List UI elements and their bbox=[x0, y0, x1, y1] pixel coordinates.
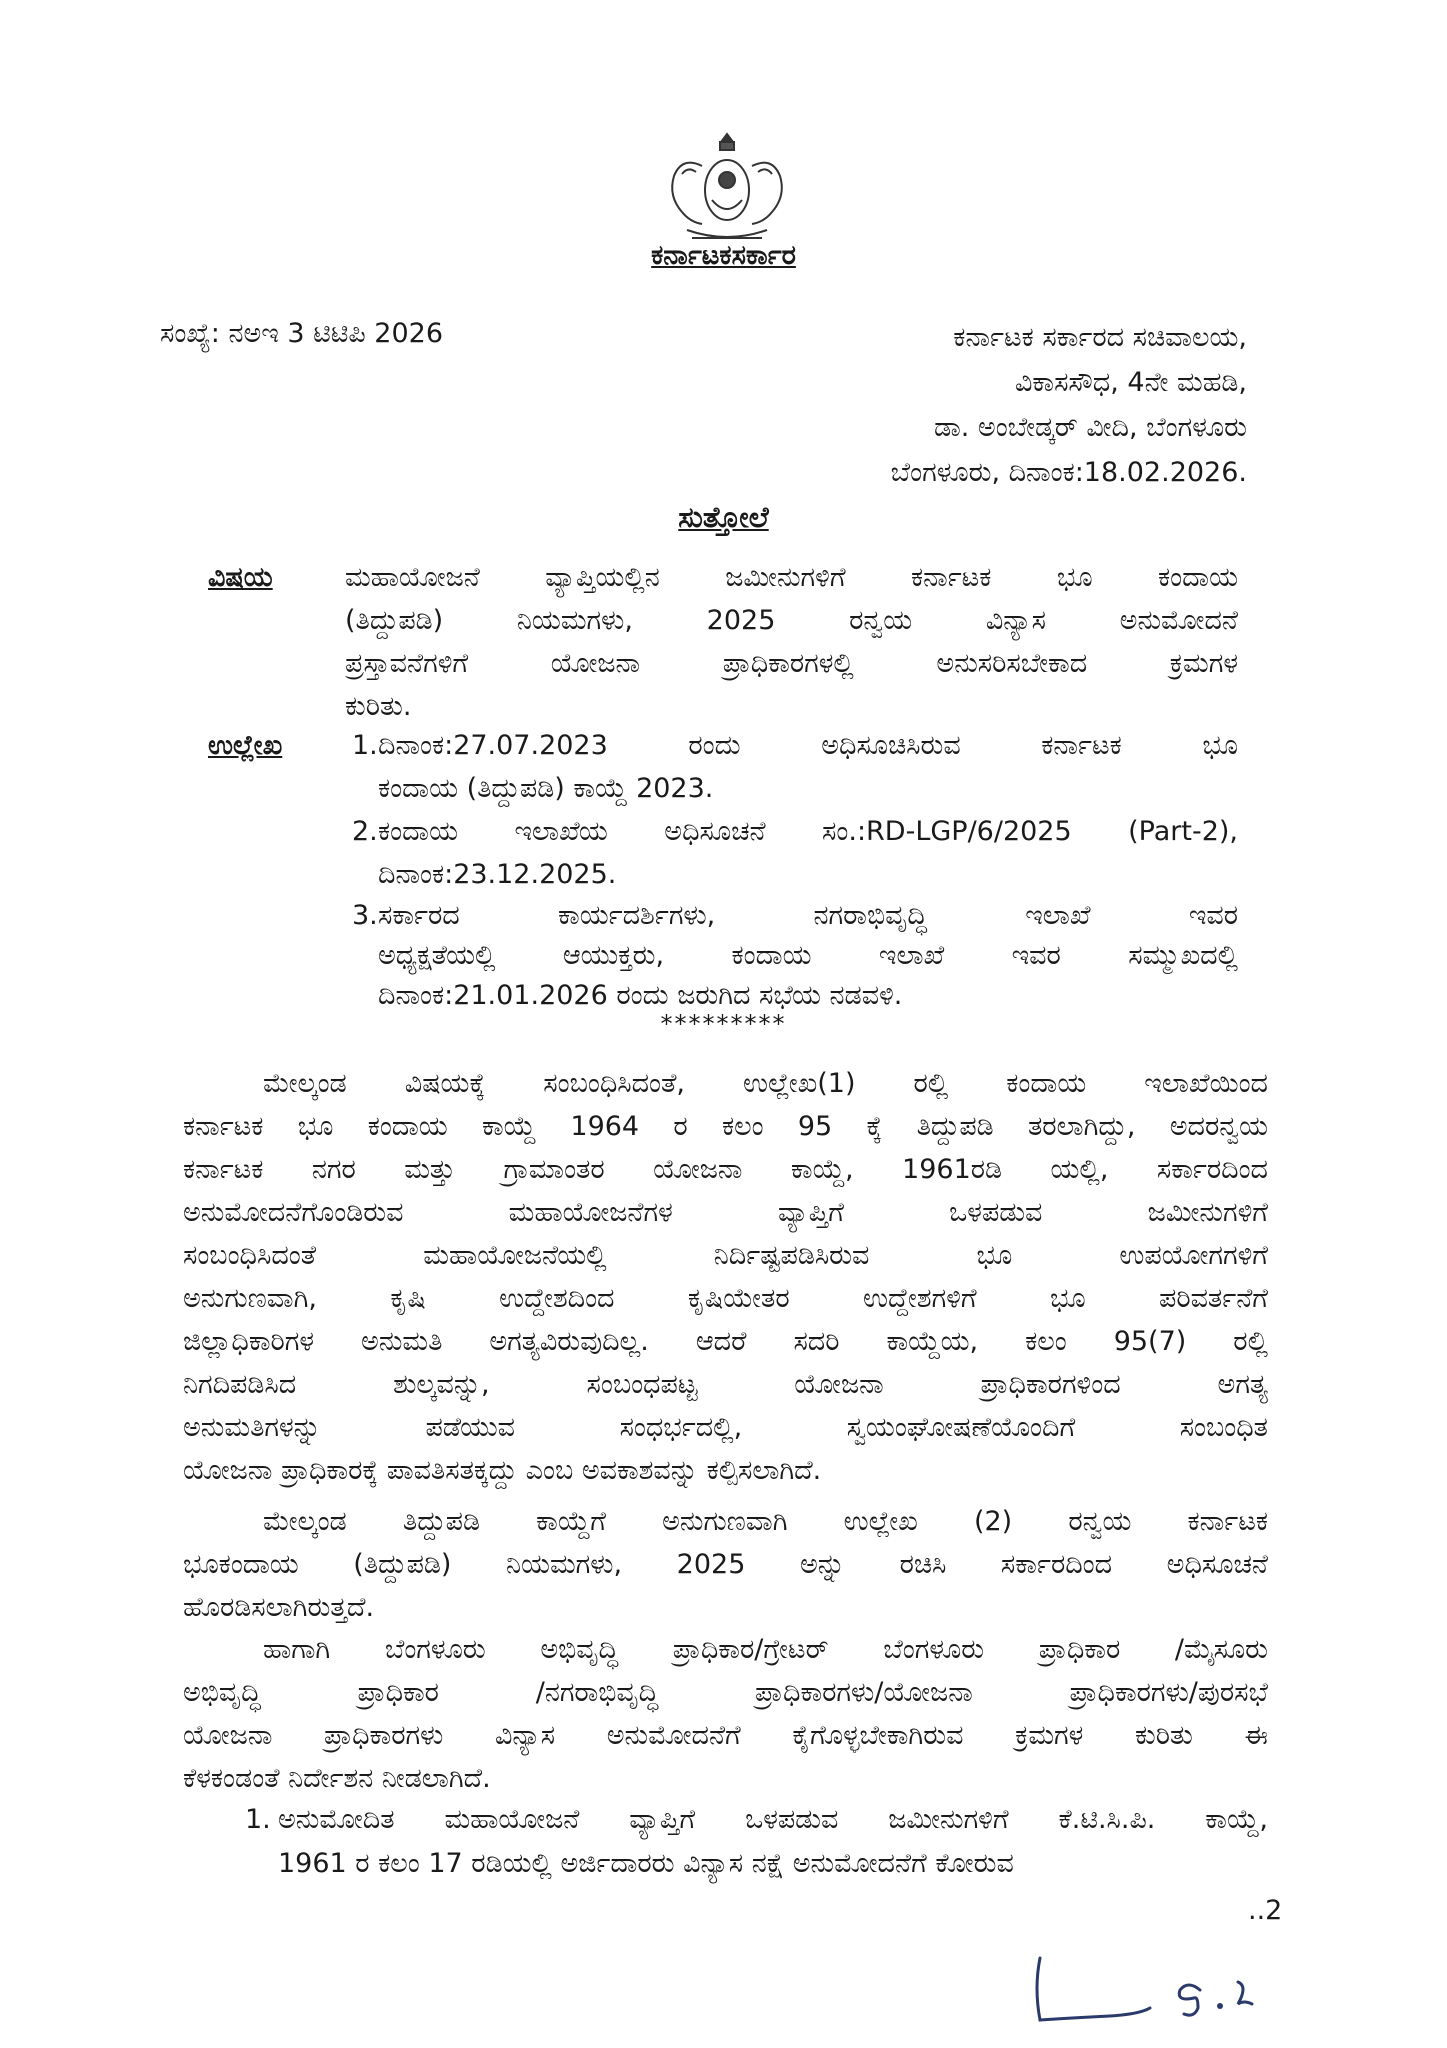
address-line: ಕರ್ನಾಟಕ ಸರ್ಕಾರದ ಸಚಿವಾಲಯ, bbox=[953, 322, 1247, 353]
point-number: 1. bbox=[245, 1804, 271, 1835]
subject-text bbox=[345, 556, 1238, 728]
reference-item bbox=[378, 724, 1238, 810]
order-date: ಬೆಂಗಳೂರು, ದಿನಾಂಕ:18.02.2026. bbox=[890, 457, 1247, 488]
government-title: ಕರ್ನಾಟಕಸರ್ಕಾರ bbox=[651, 240, 796, 271]
subject-label: ವಿಷಯ bbox=[208, 562, 273, 593]
reference-line: ಸರ್ಕಾರದ ಕಾರ್ಯದರ್ಶಿಗಳು, ನಗರಾಭಿವೃದ್ಧಿ ಇಲಾಖೆ ಇವರ bbox=[378, 900, 1238, 931]
page-continuation: ..2 bbox=[1248, 1895, 1283, 1926]
point-line: 1961 ರ ಕಲಂ 17 ರಡಿಯಲ್ಲಿ ಅರ್ಜಿದಾರರು ವಿನ್ಯಾಸ ನಕ್ಷೆ ಅನುಮೋದನೆಗೆ ಕೋರುವ bbox=[278, 1848, 1014, 1879]
reference-line: ಕಂದಾಯ (ತಿದ್ದುಪಡಿ) ಕಾಯ್ದೆ 2023. bbox=[378, 773, 714, 804]
reference-number: 2. bbox=[352, 816, 378, 847]
paragraph-line: ಜಿಲ್ಲಾಧಿಕಾರಿಗಳ ಅನುಮತಿ ಅಗತ್ಯವಿರುವುದಿಲ್ಲ. ಆದರೆ ಸದರಿ ಕಾಯ್ದೆಯ, ಕಲಂ 95(7) ರಲ್ಲಿ bbox=[183, 1326, 1268, 1357]
paragraph-line: ನಿಗದಿಪಡಿಸಿದ ಶುಲ್ಕವನ್ನು, ಸಂಬಂಧಪಟ್ಟ ಯೋಜನಾ ಪ್ರಾಧಿಕಾರಗಳಿಂದ ಅಗತ್ಯ bbox=[183, 1369, 1268, 1400]
office-address bbox=[891, 315, 1247, 495]
paragraph-1 bbox=[183, 1062, 1268, 1492]
reference-line: ದಿನಾಂಕ:23.12.2025. bbox=[378, 859, 617, 890]
paragraph-line: ಯೋಜನಾ ಪ್ರಾಧಿಕಾರಕ್ಕೆ ಪಾವತಿಸತಕ್ಕದ್ದು ಎಂಬ ಅವಕಾಶವನ್ನು ಕಲ್ಪಿಸಲಾಗಿದೆ. bbox=[183, 1455, 822, 1486]
paragraph-line: ಹಾಗಾಗಿ ಬೆಂಗಳೂರು ಅಭಿವೃದ್ಧಿ ಪ್ರಾಧಿಕಾರ/ಗ್ರೇಟರ್ ಬೆಂಗಳೂರು ಪ್ರಾಧಿಕಾರ /ಮೈಸೂರು bbox=[263, 1634, 1268, 1665]
paragraph-line: ಅನುಗುಣವಾಗಿ, ಕೃಷಿ ಉದ್ದೇಶದಿಂದ ಕೃಷಿಯೇತರ ಉದ್ದೇಶಗಳಿಗೆ ಭೂ ಪರಿವರ್ತನೆಗೆ bbox=[183, 1283, 1268, 1314]
address-line: ಡಾ. ಅಂಬೇಡ್ಕರ್ ವೀದಿ, ಬೆಂಗಳೂರು bbox=[934, 412, 1247, 443]
reference-line: ಕಂದಾಯ ಇಲಾಖೆಯ ಅಧಿಸೂಚನೆ ಸಂ.:RD-LGP/6/2025 (Part-2), bbox=[378, 816, 1238, 847]
paragraph-line: ಹೊರಡಿಸಲಾಗಿರುತ್ತದೆ. bbox=[183, 1592, 375, 1623]
reference-number: 1. bbox=[352, 730, 378, 761]
signature bbox=[1020, 1948, 1370, 2028]
point-1 bbox=[278, 1798, 1268, 1886]
point-line: ಅನುಮೋದಿತ ಮಹಾಯೋಜನೆ ವ್ಯಾಪ್ತಿಗೆ ಒಳಪಡುವ ಜಮೀನುಗಳಿಗೆ ಕೆ.ಟಿ.ಸಿ.ಪಿ. ಕಾಯ್ದೆ, bbox=[278, 1804, 1268, 1835]
reference-line: ದಿನಾಂಕ:27.07.2023 ರಂದು ಅಧಿಸೂಚಿಸಿರುವ ಕರ್ನಾಟಕ ಭೂ bbox=[378, 730, 1238, 761]
reference-line: ದಿನಾಂಕ:21.01.2026 ರಂದು ಜರುಗಿದ ಸಭೆಯ ನಡವಳಿ. bbox=[378, 980, 903, 1011]
separator: ********* bbox=[660, 1010, 787, 1038]
order-number: ಸಂಖ್ಯೆ: ನಅಇ 3 ಟಿಟಿಪಿ 2026 bbox=[160, 318, 444, 349]
reference-item bbox=[378, 896, 1238, 1016]
circular-title: ಸುತ್ತೋಲೆ bbox=[678, 500, 769, 534]
paragraph-line: ಸಂಬಂಧಿಸಿದಂತೆ ಮಹಾಯೋಜನೆಯಲ್ಲಿ ನಿರ್ದಿಷ್ಟಪಡಿಸಿರುವ ಭೂ ಉಪಯೋಗಗಳಿಗೆ bbox=[183, 1240, 1268, 1271]
paragraph-2 bbox=[183, 1500, 1268, 1629]
paragraph-line: ಭೂಕಂದಾಯ (ತಿದ್ದುಪಡಿ) ನಿಯಮಗಳು, 2025 ಅನ್ನು ರಚಿಸಿ ಸರ್ಕಾರದಿಂದ ಅಧಿಸೂಚನೆ bbox=[183, 1549, 1268, 1580]
paragraph-line: ಕರ್ನಾಟಕ ನಗರ ಮತ್ತು ಗ್ರಾಮಾಂತರ ಯೋಜನಾ ಕಾಯ್ದೆ, 1961ರಡಿ ಯಲ್ಲಿ, ಸರ್ಕಾರದಿಂದ bbox=[183, 1154, 1268, 1185]
references-label: ಉಲ್ಲೇಖ bbox=[208, 730, 283, 761]
paragraph-line: ಅನುಮೋದನೆಗೊಂಡಿರುವ ಮಹಾಯೋಜನೆಗಳ ವ್ಯಾಪ್ತಿಗೆ ಒಳಪಡುವ ಜಮೀನುಗಳಿಗೆ bbox=[183, 1197, 1268, 1228]
address-line: ವಿಕಾಸಸೌಧ, 4ನೇ ಮಹಡಿ, bbox=[1014, 367, 1247, 398]
paragraph-line: ಯೋಜನಾ ಪ್ರಾಧಿಕಾರಗಳು ವಿನ್ಯಾಸ ಅನುಮೋದನೆಗೆ ಕೈಗೊಳ್ಳಬೇಕಾಗಿರುವ ಕ್ರಮಗಳ ಕುರಿತು ಈ bbox=[183, 1720, 1268, 1751]
subject-line: ಕುರಿತು. bbox=[345, 691, 412, 722]
subject-line: ಪ್ರಸ್ತಾವನೆಗಳಿಗೆ ಯೋಜನಾ ಪ್ರಾಧಿಕಾರಗಳಲ್ಲಿ ಅನುಸರಿಸಬೇಕಾದ ಕ್ರಮಗಳ bbox=[345, 648, 1238, 679]
paragraph-line: ಅನುಮತಿಗಳನ್ನು ಪಡೆಯುವ ಸಂಧರ್ಭದಲ್ಲಿ, ಸ್ವಯಂಘೋಷಣೆಯೊಂದಿಗೆ ಸಂಬಂಧಿತ bbox=[183, 1412, 1268, 1443]
reference-line: ಅಧ್ಯಕ್ಷತೆಯಲ್ಲಿ ಆಯುಕ್ತರು, ಕಂದಾಯ ಇಲಾಖೆ ಇವರ ಸಮ್ಮುಖದಲ್ಲಿ bbox=[378, 940, 1238, 971]
paragraph-line: ಕೆಳಕಂಡಂತೆ ನಿರ್ದೇಶನ ನೀಡಲಾಗಿದೆ. bbox=[183, 1763, 491, 1794]
paragraph-line: ಕರ್ನಾಟಕ ಭೂ ಕಂದಾಯ ಕಾಯ್ದೆ 1964 ರ ಕಲಂ 95 ಕ್ಕೆ ತಿದ್ದುಪಡಿ ತರಲಾಗಿದ್ದು, ಅದರನ್ವಯ bbox=[183, 1111, 1268, 1142]
paragraph-line: ಮೇಲ್ಕಂಡ ವಿಷಯಕ್ಕೆ ಸಂಬಂಧಿಸಿದಂತೆ, ಉಲ್ಲೇಖ(1) ರಲ್ಲಿ ಕಂದಾಯ ಇಲಾಖೆಯಿಂದ bbox=[263, 1068, 1268, 1099]
reference-number: 3. bbox=[352, 900, 378, 931]
paragraph-line: ಅಭಿವೃದ್ಧಿ ಪ್ರಾಧಿಕಾರ /ನಗರಾಭಿವೃದ್ಧಿ ಪ್ರಾಧಿಕಾರಗಳು/ಯೋಜನಾ ಪ್ರಾಧಿಕಾರಗಳು/ಪುರಸಭೆ bbox=[183, 1677, 1268, 1708]
paragraph-line: ಮೇಲ್ಕಂಡ ತಿದ್ದುಪಡಿ ಕಾಯ್ದೆಗೆ ಅನುಗುಣವಾಗಿ ಉಲ್ಲೇಖ (2) ರನ್ವಯ ಕರ್ನಾಟಕ bbox=[263, 1506, 1268, 1537]
subject-line: ಮಹಾಯೋಜನೆ ವ್ಯಾಪ್ತಿಯಲ್ಲಿನ ಜಮೀನುಗಳಿಗೆ ಕರ್ನಾಟಕ ಭೂ ಕಂದಾಯ bbox=[345, 562, 1238, 593]
paragraph-3 bbox=[183, 1628, 1268, 1800]
karnataka-emblem bbox=[652, 130, 802, 248]
subject-line: (ತಿದ್ದುಪಡಿ) ನಿಯಮಗಳು, 2025 ರನ್ವಯ ವಿನ್ಯಾಸ ಅನುಮೋದನೆ bbox=[345, 605, 1238, 636]
reference-item bbox=[378, 810, 1238, 896]
